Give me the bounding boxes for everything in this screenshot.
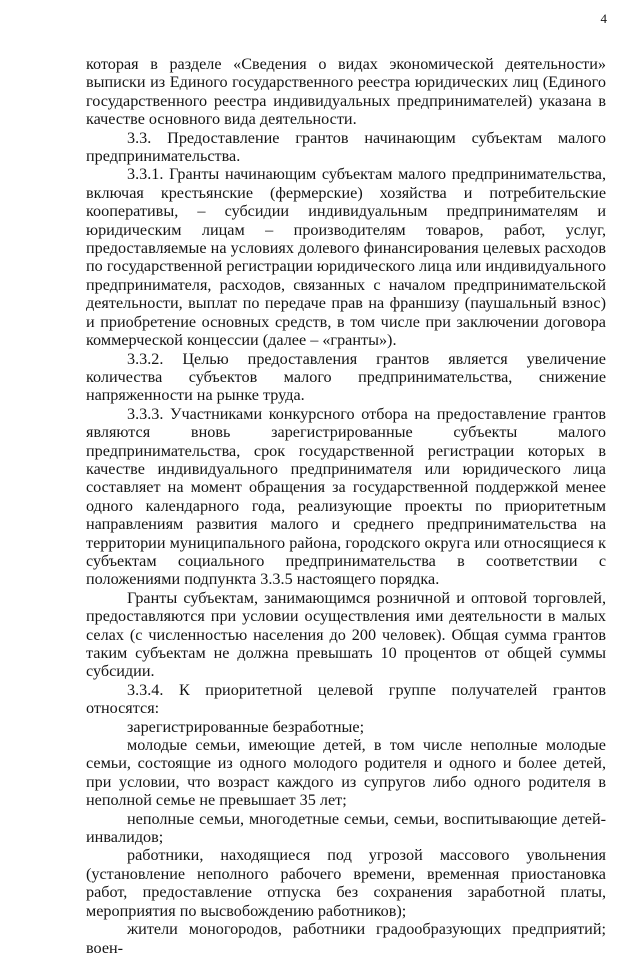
paragraph-retail-grants: Гранты субъектам, занимающимся розничной и оптовой торговлей, предоставляются при условии осуществления ими деятельности в малых селах (с численностью населения до 200 человек). Общая сумма грантов таким субъектам не должна превышать 10 процентов от общей суммы субсидии. xyxy=(86,588,606,681)
list-item-incomplete-families: неполные семьи, многодетные семьи, семьи, воспитывающие детей-инвалидов; xyxy=(86,809,606,847)
list-item-young-families: молодые семьи, имеющие детей, в том числе неполные молодые семьи, состоящие из одного молодого родителя и одного и более детей, при условии, что возраст каждого из супругов либо одного родителя в неполной семье не превышает 35 лет; xyxy=(86,736,606,810)
list-item-workers-at-risk: работники, находящиеся под угрозой массового увольнения (установление неполного рабочего времени, временная приостановка работ, предоставление отпуска без сохранения заработной платы, мероприятия по высвобождению работников); xyxy=(86,846,606,920)
page-number: 4 xyxy=(600,11,607,26)
paragraph-3-3-3: 3.3.3. Участниками конкурсного отбора на предоставление грантов являются вновь зарегистрированные субъекты малого предпринимательства, срок государственной регистрации которых в качестве индивидуального предпринимателя или юридического лица составляет на момент обращения за государственной поддержкой менее одного календарного года, реализующие проекты по приоритетным направлениям развития малого и среднего предпринимательства на территории муниципального района, городского округа или относящиеся к субъектам социального предпринимательства в соответствии с положениями подпункта 3.3.5 настоящего порядка. xyxy=(86,404,606,589)
paragraph-continuation: которая в разделе «Сведения о видах экономической деятельности» выписки из Единого государственного реестра юридических лиц (Единого государственного реестра индивидуальных предпринимателей) указана в качестве основного вида деятельности. xyxy=(86,55,606,129)
document-body xyxy=(86,55,606,957)
paragraph-section-3-3: 3.3. Предоставление грантов начинающим субъектам малого предпринимательства. xyxy=(86,128,606,166)
paragraph-3-3-4: 3.3.4. К приоритетной целевой группе получателей грантов относятся: xyxy=(86,680,606,718)
paragraph-3-3-1: 3.3.1. Гранты начинающим субъектам малого предпринимательства, включая крестьянские (фермерские) хозяйства и потребительские кооперативы, – субсидии индивидуальным предпринимателям и юридическим лицам – производителям товаров, работ, услуг, предоставляемые на условиях долевого финансирования целевых расходов по государственной регистрации юридического лица или индивидуального предпринимателя, расходов, связанных с началом предпринимательской деятельности, выплат по передаче прав на франшизу (паушальный взнос) и приобретение основных средств, в том числе при заключении договора коммерческой концессии (далее – «гранты»). xyxy=(86,165,606,350)
list-item-monotown-residents: жители моногородов, работники градообразующих предприятий; воен- xyxy=(86,920,606,957)
paragraph-3-3-2: 3.3.2. Целью предоставления грантов является увеличение количества субъектов малого предпринимательства, снижение напряженности на рынке труда. xyxy=(86,349,606,405)
list-item-unemployed: зарегистрированные безработные; xyxy=(127,717,365,736)
